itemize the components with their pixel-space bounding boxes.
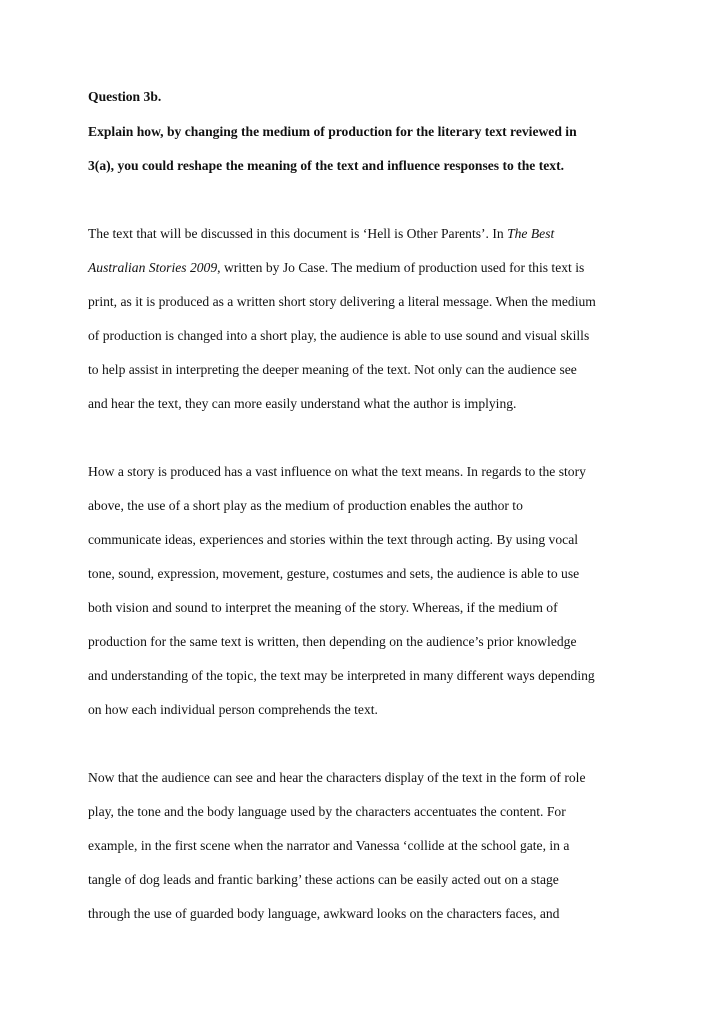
paragraph-3-line: tangle of dog leads and frantic barking’ these actions can be easily acted out on a stage [88, 872, 559, 887]
paragraph-1-line: and hear the text, they can more easily understand what the author is implying. [88, 396, 517, 411]
paragraph-1-line [88, 259, 584, 277]
book-title-italic: The Best [507, 226, 555, 241]
paragraph-2-line: and understanding of the topic, the text may be interpreted in many different ways depending [88, 668, 595, 683]
paragraph-2-line: tone, sound, expression, movement, gesture, costumes and sets, the audience is able to use [88, 566, 580, 581]
paragraph-1-line: print, as it is produced as a written short story delivering a literal message. When the medium [88, 294, 596, 309]
body-text: The text that will be discussed in this document is ‘Hell is Other Parents’. In [88, 226, 508, 241]
paragraph-1-line [88, 225, 554, 243]
body-text: , written by Jo Case. The medium of production used for this text is [217, 260, 585, 275]
paragraph-1-line: of production is changed into a short play, the audience is able to use sound and visual skills [88, 328, 590, 343]
book-title-italic: Australian Stories 2009 [88, 260, 218, 275]
paragraph-2-line: above, the use of a short play as the medium of production enables the author to [88, 498, 523, 513]
paragraph-2-line: on how each individual person comprehends the text. [88, 702, 378, 717]
paragraph-2-line: How a story is produced has a vast influence on what the text means. In regards to the story [88, 464, 586, 479]
paragraph-2-line: both vision and sound to interpret the meaning of the story. Whereas, if the medium of [88, 600, 558, 615]
paragraph-3-line: play, the tone and the body language used by the characters accentuates the content. For [88, 804, 566, 819]
paragraph-1-line: to help assist in interpreting the deeper meaning of the text. Not only can the audience see [88, 362, 577, 377]
paragraph-2-line: communicate ideas, experiences and stories within the text through acting. By using vocal [88, 532, 578, 547]
paragraph-3-line: example, in the first scene when the narrator and Vanessa ‘collide at the school gate, in a [88, 838, 570, 853]
paragraph-3-line: through the use of guarded body language, awkward looks on the characters faces, and [88, 906, 560, 921]
question-heading: Question 3b. [88, 89, 162, 104]
question-prompt-line: 3(a), you could reshape the meaning of the text and influence responses to the text. [88, 158, 565, 173]
paragraph-2-line: production for the same text is written, then depending on the audience’s prior knowledge [88, 634, 577, 649]
question-prompt-line: Explain how, by changing the medium of production for the literary text reviewed in [88, 124, 577, 139]
paragraph-3-line: Now that the audience can see and hear the characters display of the text in the form of role [88, 770, 586, 785]
